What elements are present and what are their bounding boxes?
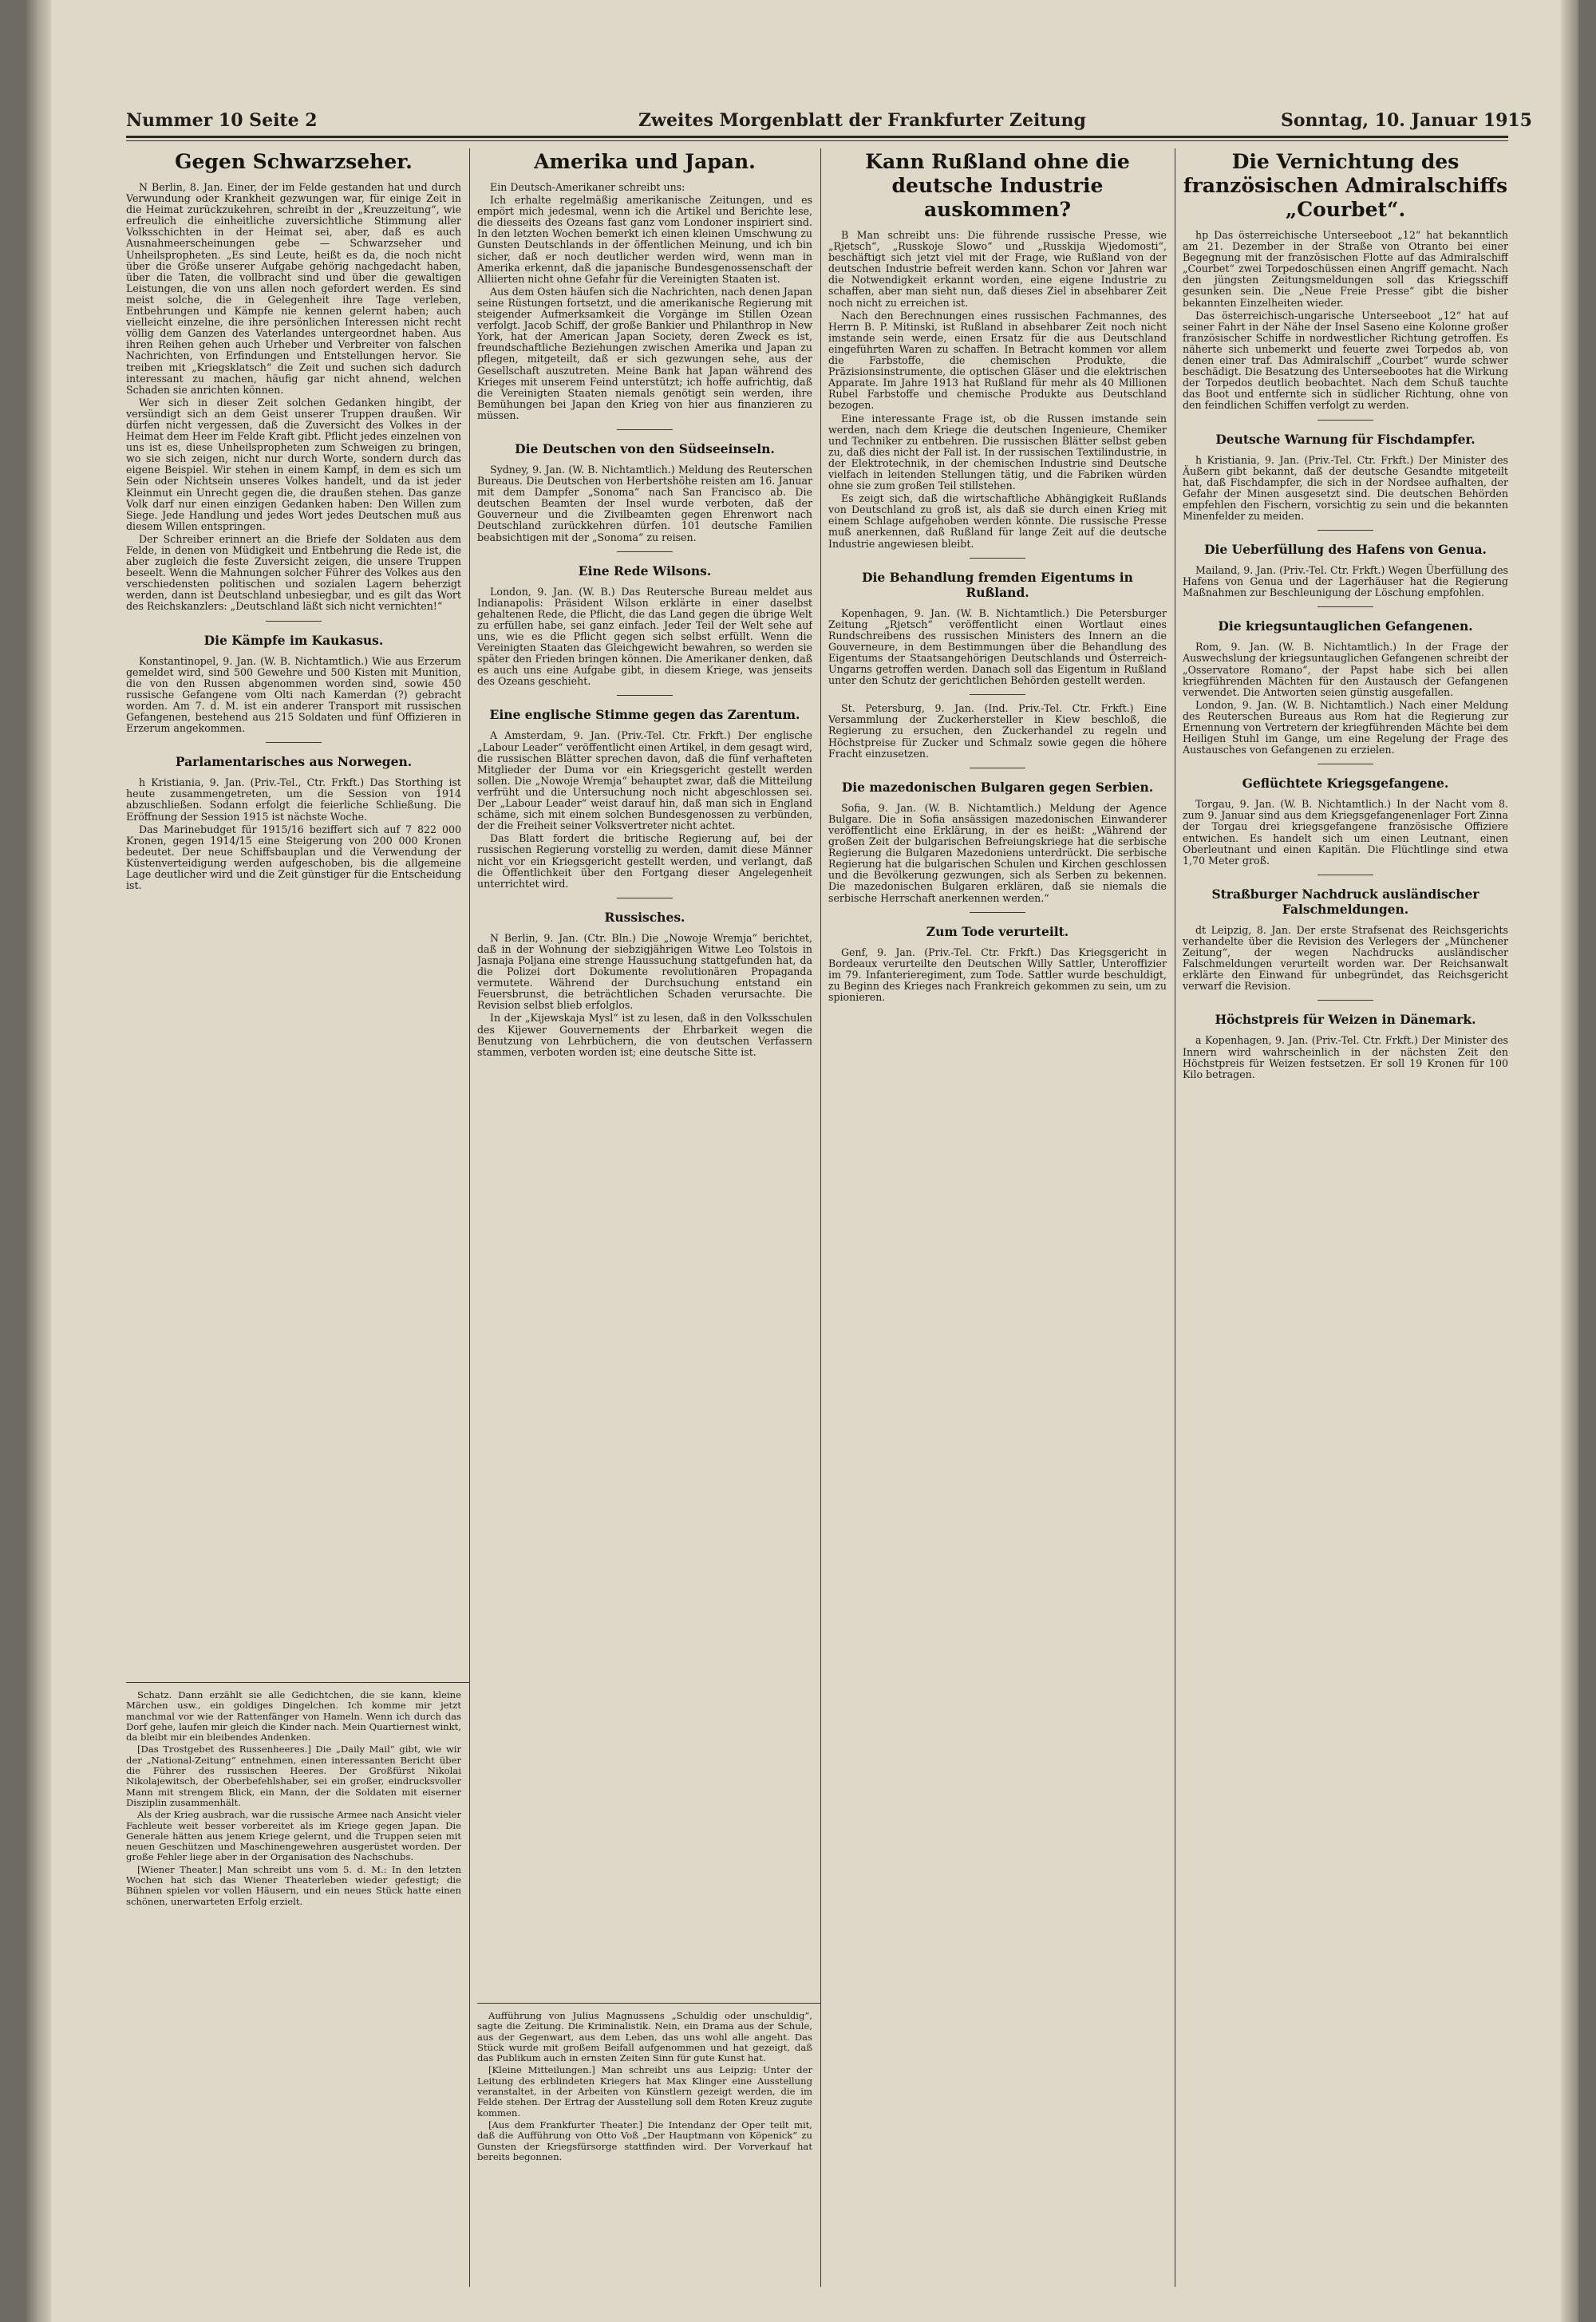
- feuilleton-rule: [126, 1682, 469, 1683]
- header-rule: [126, 136, 1508, 138]
- article-paragraph: Sydney, 9. Jan. (W. B. Nichtamtlich.) Meldung des Reuterschen Bureaus. Die Deutschen von Herbertshöhe reisten am 16. Januar mit dem Dampfer „Sonoma“ nach San Francisco ab. Die deutschen Beamten der Insel wurde verboten, daß der Gouverneur und die Zivilbeamten gegen Ehrenwort nach Deutschland zurückkehren dürfen. 101 deutsche Familien beabsichtigen mit der „Sonoma“ zu reisen.: [477, 463, 812, 543]
- article-divider: [617, 429, 673, 430]
- feuilleton-paragraph: [Kleine Mitteilungen.] Man schreibt uns aus Leipzig: Unter der Leitung des erblindeten Kriegers hat Max Klinger eine Ausstellung veranstaltet, in der Arbeiten von Künstlern gezeigt werden, die im Felde stehen. Der Ertrag der Ausstellung soll dem Roten Kreuz zugute kommen.: [477, 2064, 812, 2119]
- article-headline: Die Behandlung fremden Eigentums in Rußland.: [862, 569, 1133, 600]
- column-1: [126, 148, 461, 1676]
- article-divider: [617, 695, 673, 696]
- article-paragraph: B Man schreibt uns: Die führende russische Presse, wie „Rjetsch“, „Russkoje Slowo“ und „Russkija Wjedomosti“, beschäftigt sich jetzt viel mit der Frage, wie Rußland von der deutschen Industrie befreit werden kann. Schon vor Jahren war die Notwendigkeit erkannt worden, eine eigene Industrie zu schaffen, aber man sieht nun, daß dieses Ziel in absehbarer Zeit noch nicht zu erreichen ist.: [828, 229, 1167, 309]
- article-headline: Die mazedonischen Bulgaren gegen Serbien.: [841, 779, 1154, 795]
- article-paragraph: Der Schreiber erinnert an die Briefe der Soldaten aus dem Felde, in denen von Müdigkeit und Entbehrung die Rede ist, die aber zugleich die feste Zuversicht zeigen, die unsere Truppen beseelt. Wenn die Mahnungen solcher Führer des Volkes aus den verschiedensten politischen und sozialen Lagern beherzigt werden, dann ist Deutschland unbesiegbar, und es gilt das Wort des Reichskanzlers: „Deutschland läßt sich nicht vernichten!“: [126, 532, 461, 613]
- book-binding: [24, 0, 51, 2322]
- article-paragraph: London, 9. Jan. (W. B. Nichtamtlich.) Nach einer Meldung des Reuterschen Bureaus aus Rom hat die Regierung zur Ernennung von Vertretern der kriegführenden Mächte bei dem Heiligen Stuhl im Gange, um eine Regelung der Frage des Austausches von Gefangenen zu erzielen.: [1183, 698, 1508, 756]
- article-divider: [1317, 420, 1373, 421]
- article-headline: Die Kämpfe im Kaukasus.: [203, 632, 384, 648]
- article-divider: [970, 912, 1025, 913]
- article-paragraph: Konstantinopel, 9. Jan. (W. B. Nichtamtlich.) Wie aus Erzerum gemeldet wird, sind 500 Gewehre und 500 Kisten mit Munition, die von den Russen abgenommen worden sind, sowie 450 russische Gefangene vom Olti nach Kamerdan (?) gebracht worden. Am 7. d. M. ist ein anderer Transport mit russischen Gefangenen, bestehend aus 215 Soldaten und fünf Offizieren in Erzerum angekommen.: [126, 654, 461, 735]
- article-headline: Parlamentarisches aus Norwegen.: [175, 754, 413, 770]
- article-divider: [1317, 1000, 1373, 1001]
- feuilleton-middle: [477, 2011, 812, 2287]
- feuilleton-paragraph: Schatz. Dann erzählt sie alle Gedichtchen, die sie kann, kleine Märchen usw., ein goldiges Dingelchen. Ich komme mir jetzt manchmal vor wie der Rattenfänger von Hameln. Wenn ich durch das Dorf gehe, laufen mir gleich die Kinder nach. Mein Quartiernest winkt, da bleibt mir ein bleibendes Andenken.: [126, 1690, 461, 1743]
- article-paragraph: Aus dem Osten häufen sich die Nachrichten, nach denen Japan seine Rüstungen fortsetzt, und die amerikanische Regierung mit steigender Aufmerksamkeit die Vorgänge im Stillen Ozean verfolgt. Jacob Schiff, der große Bankier und Philanthrop in New York, hat der American Japan Society, deren Zweck es ist, freundschaftliche Beziehungen zwischen Amerika und Japan zu pflegen, mitgeteilt, daß er sich gezwungen sehe, aus der Gesellschaft auszutreten. Meine Bank hat Japan während des Krieges mit unserem Feind unterstützt; ich hoffe aufrichtig, daß die Vereinigten Staaten niemals genötigt sein werden, ihre Bemühungen bei Japan den Krieg von hier aus finanzieren zu müssen.: [477, 285, 812, 421]
- feuilleton-paragraph: Aufführung von Julius Magnussens „Schuldig oder unschuldig“, sagte die Zeitung. Die Kriminalistik. Nein, ein Drama aus der Schule, aus der Gegenwart, aus dem Leben, das uns wohl alle angeht. Das Stück wurde mit großem Beifall aufgenommen und hat gezeigt, daß das Publikum auch in ernsten Zeiten Sinn für gute Kunst hat.: [477, 2011, 812, 2064]
- feuilleton-left: [126, 1690, 461, 2287]
- page-number-label: Nummer 10 Seite 2: [126, 110, 318, 131]
- article-paragraph: Genf, 9. Jan. (Priv.-Tel. Ctr. Frkft.) Das Kriegsgericht in Bordeaux verurteilte den Deutschen Willy Sattler, Unteroffizier im 79. Infanterieregiment, zum Tode. Sattler wurde beschuldigt, zu Beginn des Krieges nach Frankreich gekommen zu sein, um zu spionieren.: [828, 946, 1167, 1003]
- article-paragraph: Wer sich in dieser Zeit solchen Gedanken hingibt, der versündigt sich an dem Geist unserer Truppen draußen. Wir dürfen nicht vergessen, daß die Zuversicht des Volkes in der Heimat dem Heer im Felde Kraft gibt. Pflicht jedes einzelnen von uns ist es, diese Unheilspropheten zum Schweigen zu bringen, wo sie sich zeigen, nicht nur durch Worte, sondern durch das eigene Beispiel. Wir stehen in einem Kampf, in dem es sich um Sein oder Nichtsein unseres Volkes handelt, und da ist jeder Kleinmut ein Unrecht gegen die, die draußen stehen. Das ganze Volk darf nur einen einzigen Gedanken haben: Den Willen zum Siege. Jede Handlung und jedes Wort jedes Deutschen muß aus diesem Willen entspringen.: [126, 396, 461, 532]
- feuilleton-paragraph: Als der Krieg ausbrach, war die russische Armee nach Ansicht vieler Fachleute weit besser vorbereitet als im Kriege gegen Japan. Die Generale hätten aus jenem Kriege gelernt, und die Truppen seien mit neuen Geschützen und Maschinengewehren ausgerüstet worden. Der große Fehler liege aber in der Organisation des Nachschubs.: [126, 1809, 461, 1863]
- article-paragraph: Eine interessante Frage ist, ob die Russen imstande sein werden, nach dem Kriege die deutschen Ingenieure, Chemiker und Techniker zu entbehren. Die russischen Blätter selbst geben zu, daß dies nicht der Fall ist. In der russischen Textilindustrie, in der Elektrotechnik, in der chemischen Industrie sind Deutsche vielfach in leitenden Stellungen tätig, und die Fabriken würden ohne sie zum großen Teil stillstehen.: [828, 412, 1167, 492]
- article-headline: Höchstpreis für Weizen in Dänemark.: [1215, 1012, 1476, 1028]
- article-divider: [617, 551, 673, 552]
- article-headline: Geflüchtete Kriegsgefangene.: [1242, 776, 1449, 792]
- feuilleton-paragraph: [Das Trostgebet des Russenheeres.] Die „Daily Mail“ gibt, wie wir der „National-Zeitung“ entnehmen, einen interessanten Bericht über die Führer des russischen Heeres. Der Großfürst Nikolai Nikolajewitsch, der Oberbefehlshaber, sei ein großer, eindrucksvoller Mann mit strengem Blick, ein Mann, der die Soldaten mit eiserner Disziplin zusammenhält.: [126, 1743, 461, 1808]
- article-divider: [970, 694, 1025, 695]
- article-headline: Straßburger Nachdruck ausländischer Falschmeldungen.: [1211, 886, 1479, 917]
- article-paragraph: Kopenhagen, 9. Jan. (W. B. Nichtamtlich.) Die Petersburger Zeitung „Rjetsch“ veröffentlicht einen Wortlaut eines Rundschreibens des russischen Ministers des Innern an die Gouverneure, in dem Bestimmungen über die Behandlung des Eigentums der Staatsangehörigen Deutschlands und Österreich-Ungarns getroffen werden. Danach soll das Eigentum in Rußland unter den Schutz der gerichtlichen Behörden gestellt werden.: [828, 606, 1167, 687]
- article-headline: Deutsche Warnung für Fischdampfer.: [1215, 431, 1476, 447]
- article-headline: Eine englische Stimme gegen das Zarentum.: [489, 707, 800, 723]
- column-divider: [820, 148, 821, 2287]
- column-4: [1183, 148, 1508, 2287]
- newspaper-page: [24, 0, 1578, 2322]
- article-paragraph: Sofia, 9. Jan. (W. B. Nichtamtlich.) Meldung der Agence Bulgare. Die in Sofia ansässigen mazedonischen Einwanderer veröffentlicht eine Erklärung, in der es heißt: „Während der großen Zeit der bulgarischen Befreiungskriege hat die serbische Regierung die Bulgaren Mazedoniens unterdrückt. Die serbische Regierung hat die bulgarischen Schulen und Kirchen geschlossen und die Bevölkerung gezwungen, sich als Serben zu bekennen. Die mazedonischen Bulgaren erklären, daß sie niemals die serbische Herrschaft anerkennen werden.“: [828, 801, 1167, 904]
- article-divider: [1317, 530, 1373, 531]
- article-headline: Amerika und Japan.: [534, 150, 756, 173]
- article-paragraph: St. Petersburg, 9. Jan. (Ind. Priv.-Tel. Ctr. Frkft.) Eine Versammlung der Zuckerhersteller in Kiew beschloß, die Regierung zu ersuchen, den Zuckerhandel zu regeln und Höchstpreise für Zucker und Schmalz sowie gegen die höhere Fracht einzusetzen.: [828, 702, 1167, 760]
- article-paragraph: London, 9. Jan. (W. B.) Das Reutersche Bureau meldet aus Indianapolis: Präsident Wilson erklärte in einer daselbst gehaltenen Rede, die Pflicht, die das Land gegen die übrige Welt zu erfüllen habe, sei ganz einfach. Jeder Teil der Welt sehe auf uns, wie es die Pflicht gegen sich selbst erfüllt. Wenn die Vereinigten Staaten das Gleichgewicht bewahren, so werden sie später den Frieden bringen können. Die Amerikaner denken, daß es auch uns eine Aufgabe gibt, in diesem Kriege, was jenseits des Ozeans geschieht.: [477, 585, 812, 688]
- article-divider: [266, 742, 322, 743]
- article-paragraph: Nach den Berechnungen eines russischen Fachmannes, des Herrn B. P. Mitinski, ist Rußland in absehbarer Zeit noch nicht imstande sein werde, einen Ersatz für die aus Deutschland eingeführten Waren zu schaffen. In Betracht kommen vor allem die Farbstoffe, die chemischen Produkte, die Präzisionsinstrumente, die optischen Gläser und die elektrischen Apparate. Im Jahre 1913 hat Rußland für mehr als 40 Millionen Rubel Farbstoffe und chemische Produkte aus Deutschland bezogen.: [828, 309, 1167, 412]
- page-edge: [1561, 0, 1578, 2322]
- article-headline: Die Deutschen von den Südseeinseln.: [515, 440, 775, 456]
- article-headline: Eine Rede Wilsons.: [578, 563, 712, 579]
- article-headline: Die Vernichtung des französischen Admiralschiffs „Courbet“.: [1183, 150, 1508, 221]
- column-3: [828, 148, 1167, 2287]
- article-headline: Gegen Schwarzseher.: [175, 150, 413, 173]
- article-paragraph: dt Leipzig, 8. Jan. Der erste Strafsenat des Reichsgerichts verhandelte über die Revision des Verlegers der „Münchener Zeitung“, der wegen Nachdrucks ausländischer Falschmeldungen verurteilt worden war. Der Reichsanwalt erklärte den Einwand für unbegründet, das Reichsgericht verwarf die Revision.: [1183, 923, 1508, 993]
- article-paragraph: hp Das österreichische Unterseeboot „12“ hat bekanntlich am 21. Dezember in der Straße von Otranto bei einer Begegnung mit der französischen Flotte auf das Admiralschiff „Courbet“ zwei Torpedoschüssen einen Angriff gemacht. Nach den jüngsten Zeitungsmeldungen soll das Kriegsschiff gesunken sein. Die „Neue Freie Presse“ gibt die bisher bekannten Einzelheiten wieder.: [1183, 229, 1508, 309]
- article-divider: [1317, 606, 1373, 607]
- header-rule-thin: [126, 140, 1508, 141]
- feuilleton-paragraph: [Wiener Theater.] Man schreibt uns vom 5. d. M.: In den letzten Wochen hat sich das Wiener Theaterleben wieder gefestigt; die Bühnen spielen vor vollen Häusern, und ein neues Stück hatte einen schönen, unerwarteten Erfolg erzielt.: [126, 1863, 461, 1907]
- article-paragraph: Ich erhalte regelmäßig amerikanische Zeitungen, und es empört mich jedesmal, wenn ich die Artikel und Berichte lese, die diesseits des Ozeans fast ganz vom Londoner inspiriert sind. In den letzten Wochen bemerkt ich einen kleinen Umschwung zu Gunsten Deutschlands in der öffentlichen Meinung, und ich bin sicher, daß er noch deutlicher werden wird, wenn man in Amerika erkennt, daß die japanische Bundesgenossenschaft der Alliierten nicht ohne Gefahr für die Vereinigten Staaten ist.: [477, 194, 812, 285]
- article-paragraph: Das österreichisch-ungarische Unterseeboot „12“ hat auf seiner Fahrt in der Nähe der Insel Saseno eine Kolonne großer französischer Schiffe in nordwestlicher Richtung getroffen. Es näherte sich unbemerkt und feuerte zwei Torpedos ab, von denen einer traf. Das Admiralschiff „Courbet“ wurde schwer beschädigt. Die Besatzung des Unterseebootes hat die Wirkung der Torpedos deutlich beobachtet. Nach dem Schuß tauchte das Boot und entfernte sich in südlicher Richtung, ohne von den feindlichen Schiffen verfolgt zu werden.: [1183, 309, 1508, 412]
- issue-date: Sonntag, 10. Januar 1915: [1281, 110, 1532, 131]
- article-paragraph: a Kopenhagen, 9. Jan. (Priv.-Tel. Ctr. Frkft.) Der Minister des Innern wird wahrscheinlich in der nächsten Zeit den Höchstpreis für Weizen festsetzen. Er soll 19 Kronen für 100 Kilo betragen.: [1183, 1034, 1508, 1080]
- column-2: [477, 148, 812, 1998]
- article-headline: Russisches.: [604, 909, 685, 925]
- article-paragraph: Das Marinebudget für 1915/16 beziffert sich auf 7 822 000 Kronen, gegen 1914/15 eine Steigerung von 200 000 Kronen bedeutet. Der neue Schiffsbauplan und die Verwendung der Küstenverteidigung werden aufgeschoben, bis die allgemeine Lage deutlicher wird und die Zeit günstiger für die Entscheidung ist.: [126, 823, 461, 892]
- feuilleton-paragraph: [Aus dem Frankfurter Theater.] Die Intendanz der Oper teilt mit, daß die Aufführung von Otto Voß „Der Hauptmann von Köpenick“ zu Gunsten der Kriegsfürsorge stattfinden wird. Der Vorverkauf hat bereits begonnen.: [477, 2119, 812, 2162]
- article-paragraph: A Amsterdam, 9. Jan. (Priv.-Tel. Ctr. Frkft.) Der englische „Labour Leader“ veröffentlicht einen Artikel, in dem gesagt wird, die russischen Blätter sprechen davon, daß die fünf verhafteten Mitglieder der Duma vor ein Kriegsgericht gestellt werden sollen. Die „Nowoje Wremja“ behauptet zwar, daß die Mitteilung verfrüht und die Untersuchung noch nicht abgeschlossen sei. Der „Labour Leader“ weist darauf hin, daß man sich in England schäme, sich mit einem solchen Bundesgenossen zu verbünden, der die Freiheit seiner Volksvertreter nicht achtet.: [477, 729, 812, 832]
- column-divider: [469, 148, 470, 2287]
- article-headline: Die kriegsuntauglichen Gefangenen.: [1218, 618, 1473, 634]
- article-paragraph: Es zeigt sich, daß die wirtschaftliche Abhängigkeit Rußlands von Deutschland zu groß ist, als daß sie durch einen Krieg mit einem Schlage aufgehoben werden könnte. Die russische Presse muß anerkennen, daß Rußland für lange Zeit auf die deutsche Industrie angewiesen bleibt.: [828, 492, 1167, 550]
- article-paragraph: Torgau, 9. Jan. (W. B. Nichtamtlich.) In der Nacht vom 8. zum 9. Januar sind aus dem Kriegsgefangenenlager Fort Zinna der Torgau drei kriegsgefangene französische Offiziere entwichen. Es handelt sich um einen Leutnant, einen Oberleutnant und einen Kapitän. Die Flüchtlinge sind etwa 1,70 Meter groß.: [1183, 798, 1508, 867]
- article-paragraph: Ein Deutsch-Amerikaner schreibt uns:: [490, 181, 685, 193]
- article-headline: Die Ueberfüllung des Hafens von Genua.: [1204, 542, 1487, 558]
- article-paragraph: h Kristiania, 9. Jan. (Priv.-Tel. Ctr. Frkft.) Der Minister des Äußern gibt bekannt, daß der deutsche Gesandte mitgeteilt hat, daß Fischdampfer, die sich in der Nordsee aufhalten, der Gefahr der Minen ausgesetzt sind. Die deutschen Behörden empfehlen den Fischern, vorsichtig zu sein und die bekannten Minenfelder zu meiden.: [1183, 453, 1508, 522]
- article-paragraph: Mailand, 9. Jan. (Priv.-Tel. Ctr. Frkft.) Wegen Überfüllung des Hafens von Genua und der Lagerhäuser hat die Regierung Maßnahmen zur Beschleunigung der Löschung empfohlen.: [1183, 564, 1508, 599]
- masthead-title: Zweites Morgenblatt der Frankfurter Zeitung: [638, 110, 1086, 131]
- article-paragraph: N Berlin, 9. Jan. (Ctr. Bln.) Die „Nowoje Wremja“ berichtet, daß in der Wohnung der siebzigjährigen Witwe Leo Tolstois in Jasnaja Poljana eine strenge Haussuchung stattgefunden hat, da die Polizei dort Dokumente revolutionären Propaganda vermutete. Während der Durchsuchung entstand ein Feuersbrunst, die beträchtlichen Schaden verursachte. Die Revision selbst blieb erfolglos.: [477, 931, 812, 1012]
- article-headline: Zum Tode verurteilt.: [926, 923, 1069, 939]
- article-paragraph: N Berlin, 8. Jan. Einer, der im Felde gestanden hat und durch Verwundung oder Krankheit gezwungen war, für einige Zeit in die Heimat zurückzukehren, schreibt in der „Kreuzzeitung“, wie erfreulich die einheitliche zuversichtliche Stimmung aller Volksschichten in der Heimat sei, aber, daß es auch Ausnahmeerscheinungen gebe — Schwarzseher und Unheilspropheten. „Es sind Leute, heißt es da, die noch nicht über die Größe unserer Aufgabe gehörig nachgedacht haben, über die Taten, die vollbracht sind und über die gewaltigen Leistungen, die von uns allen noch gefordert werden. Es sind meist solche, die in Gelegenheit ihre Tage verleben, Entbehrungen und Kämpfe nie kennen gelernt haben; auch vielleicht einzelne, die ihre persönlichen Interessen nicht recht völlig dem Ganzen des Vaterlandes untergeordnet haben. Aus ihren Reihen gehen auch Urheber und Verbreiter von falschen Nachrichten, von Erfindungen und Entstellungen hervor. Sie treiben mit „Kriegsklatsch“ die Zeit und suchen sich dadurch interessant zu machen, häufig gar nicht ahnend, welchen Schaden sie anrichten können.: [126, 181, 461, 396]
- feuilleton-rule: [477, 2003, 820, 2004]
- article-headline: Kann Rußland ohne die deutsche Industrie auskommen?: [865, 150, 1130, 221]
- article-paragraph: Rom, 9. Jan. (W. B. Nichtamtlich.) In der Frage der Auswechslung der kriegsuntauglichen Gefangenen schreibt der „Osservatore Romano“, der Papst habe sich bei allen kriegführenden Mächten für den Austausch der Gefangenen verwendet. Die Antworten seien günstig ausgefallen.: [1183, 641, 1508, 698]
- article-paragraph: In der „Kijewskaja Mysl“ ist zu lesen, daß in den Volksschulen des Kijewer Gouvernements der Ehrbarkeit wegen die Benutzung von Lehrbüchern, die von deutschen Verfassern stammen, verboten worden ist; eine deutsche Sitte ist.: [477, 1012, 812, 1058]
- article-divider: [266, 621, 322, 622]
- article-divider: [970, 558, 1025, 559]
- article-paragraph: Das Blatt fordert die britische Regierung auf, bei der russischen Regierung vorstellig zu werden, damit diese Männer nicht vor ein Kriegsgericht gestellt werden, und verlangt, daß die Öffentlichkeit über den Fortgang dieser Angelegenheit unterrichtet wird.: [477, 832, 812, 890]
- article-paragraph: h Kristiania, 9. Jan. (Priv.-Tel., Ctr. Frkft.) Das Storthing ist heute zusammengetreten, um die Session von 1914 abzuschließen. Sodann erfolgt die feierliche Schließung. Die Eröffnung der Session 1915 ist nächste Woche.: [126, 776, 461, 823]
